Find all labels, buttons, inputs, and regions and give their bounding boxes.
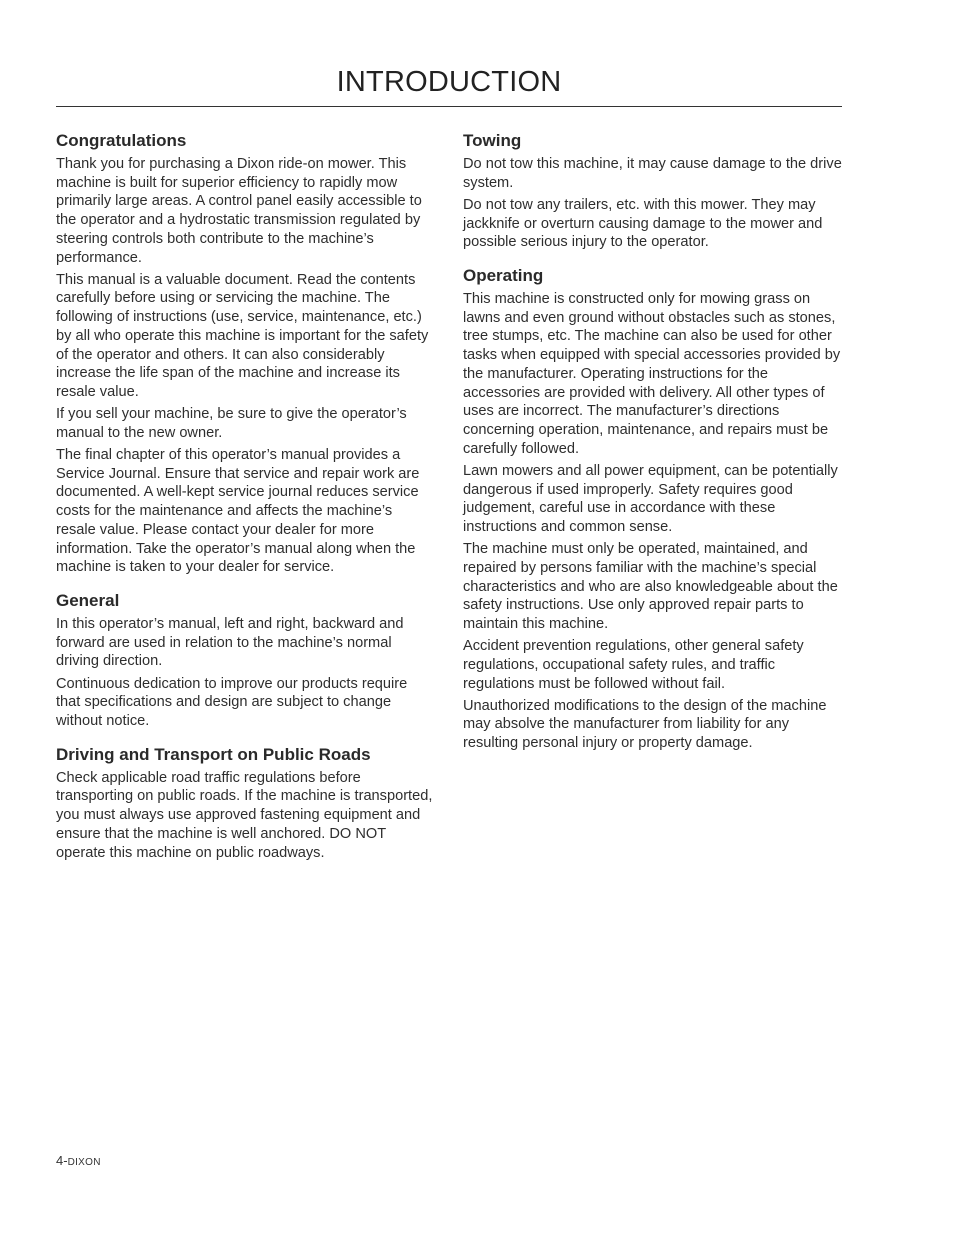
- paragraph: The machine must only be operated, maintained, and repaired by persons familiar with the machine’s special characteristics and who are also knowledgeable about the safety instructions. Use only approved repair parts to maintain this machine.: [463, 541, 838, 632]
- section-driving-transport: [56, 744, 434, 863]
- paragraph: Lawn mowers and all power equipment, can be potentially dangerous if used improperly. Safety requires good judgement, careful use in accordance with these instructions and common sense.: [463, 462, 838, 535]
- left-column: [56, 130, 434, 875]
- paragraph: Do not tow any trailers, etc. with this mower. They may jackknife or overturn causing damage to the mower and possible serious injury to the operator.: [463, 196, 823, 251]
- paragraph: Do not tow this machine, it may cause damage to the drive system.: [463, 156, 842, 191]
- footer-brand: DIXON: [67, 1157, 101, 1168]
- paragraph: Unauthorized modifications to the design of the machine may absolve the manufacturer from liability for any resulting personal injury or property damage.: [463, 697, 827, 752]
- page-footer: [56, 1153, 101, 1168]
- section-towing: [463, 130, 843, 252]
- paragraph: The final chapter of this operator’s manual provides a Service Journal. Ensure that service and repair work are documented. A well-kept service journal reduces service costs for the maintenance and affects the machine’s resale value. Please contact your dealer for more information. Take the operator’s manual along when the machine is taken to your dealer for service.: [56, 447, 420, 576]
- section-congratulations: [56, 130, 434, 577]
- section-heading: General: [56, 590, 120, 610]
- paragraph: Check applicable road traffic regulations before transporting on public roads. If the machine is transported, you must always use approved fastening equipment and ensure that the machine is well anchored. DO NOT operate this machine on public roadways.: [56, 769, 433, 861]
- page-number: 4-: [56, 1153, 68, 1168]
- paragraph: Continuous dedication to improve our products require that specifications and design are subject to change without notice.: [56, 675, 408, 729]
- paragraph: If you sell your machine, be sure to give the operator’s manual to the new owner.: [56, 406, 407, 441]
- title-divider: [56, 106, 842, 107]
- section-heading: Congratulations: [56, 131, 187, 150]
- section-heading: Operating: [463, 266, 544, 286]
- paragraph: Accident prevention regulations, other general safety regulations, occupational safety rules, and traffic regulations must be followed without fail.: [463, 638, 804, 692]
- paragraph: This manual is a valuable document. Read the contents carefully before using or servicing the machine. The following of instructions (use, service, maintenance, etc.) by all who operate this machine is important for the safety of the operator and others. It can also considerably increase the life span of the machine and increase its resale value.: [56, 271, 429, 400]
- page-title: INTRODUCTION: [336, 66, 562, 98]
- section-heading: Driving and Transport on Public Roads: [56, 744, 371, 764]
- section-heading: Towing: [463, 131, 522, 150]
- section-general: [56, 590, 434, 731]
- paragraph: In this operator’s manual, left and right, backward and forward are used in relation to the machine’s normal driving direction.: [56, 615, 404, 670]
- section-operating: [463, 265, 843, 753]
- right-column: [463, 130, 843, 766]
- paragraph: Thank you for purchasing a Dixon ride-on mower. This machine is built for superior efficiency to rapidly mow primarily large areas. A control panel easily accessible to the operator and a hydrostatic transmission regulated by steering controls both contribute to the machine’s performance.: [56, 156, 422, 266]
- paragraph: This machine is constructed only for mowing grass on lawns and even ground without obstacles such as stones, tree stumps, etc. The machine can also be used for other tasks when equipped with special accessories provided by the manufacturer. Operating instructions for the accessories are provided with delivery. All other types of uses are incorrect. The manufacturer’s directions concerning operation, maintenance, and repairs must be carefully followed.: [463, 291, 841, 457]
